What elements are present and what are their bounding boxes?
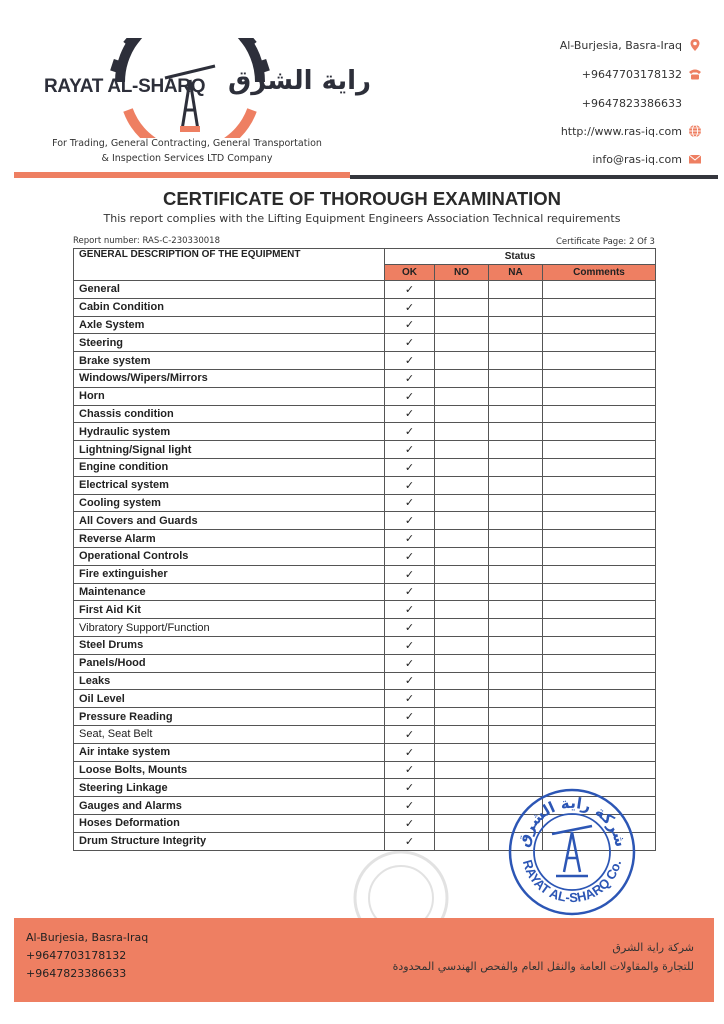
table-row	[74, 547, 656, 565]
ok-check-cell: ✓	[385, 636, 435, 654]
no-cell	[435, 690, 489, 708]
svg-text:شركة راية الشرق	[514, 794, 630, 849]
no-cell	[435, 761, 489, 779]
no-cell	[435, 405, 489, 423]
column-no-header: NO	[435, 265, 489, 281]
equipment-item: General	[74, 281, 385, 299]
table-row	[74, 405, 656, 423]
na-cell	[489, 476, 543, 494]
table-row	[74, 636, 656, 654]
no-cell	[435, 636, 489, 654]
equipment-item: Horn	[74, 387, 385, 405]
na-cell	[489, 387, 543, 405]
no-cell	[435, 369, 489, 387]
company-name-en: RAYAT AL-SHARQ	[44, 76, 206, 97]
equipment-item: Operational Controls	[74, 547, 385, 565]
no-cell	[435, 530, 489, 548]
comments-cell	[543, 672, 656, 690]
comments-cell	[543, 458, 656, 476]
comments-cell	[543, 636, 656, 654]
table-row	[74, 512, 656, 530]
no-cell	[435, 779, 489, 797]
ok-check-cell: ✓	[385, 761, 435, 779]
table-row	[74, 690, 656, 708]
table-row	[74, 619, 656, 637]
table-row	[74, 441, 656, 459]
na-cell	[489, 654, 543, 672]
no-cell	[435, 316, 489, 334]
no-cell	[435, 423, 489, 441]
table-row	[74, 530, 656, 548]
tagline-line-1: For Trading, General Contracting, General Transportation	[52, 138, 322, 149]
table-row	[74, 352, 656, 370]
certificate-page: Certificate Page: 2 Of 3	[556, 237, 655, 247]
equipment-item: Engine condition	[74, 458, 385, 476]
comments-cell	[543, 352, 656, 370]
na-cell	[489, 494, 543, 512]
ok-check-cell: ✓	[385, 797, 435, 815]
footer-arabic-company: شركة راية الشرق	[612, 941, 694, 954]
table-row	[74, 743, 656, 761]
table-row	[74, 298, 656, 316]
ok-check-cell: ✓	[385, 619, 435, 637]
na-cell	[489, 352, 543, 370]
ok-check-cell: ✓	[385, 281, 435, 299]
table-row	[74, 334, 656, 352]
ok-check-cell: ✓	[385, 405, 435, 423]
na-cell	[489, 458, 543, 476]
comments-cell	[543, 601, 656, 619]
ok-check-cell: ✓	[385, 690, 435, 708]
equipment-item: Drum Structure Integrity	[74, 832, 385, 850]
na-cell	[489, 636, 543, 654]
table-row	[74, 494, 656, 512]
ok-check-cell: ✓	[385, 387, 435, 405]
ok-check-cell: ✓	[385, 601, 435, 619]
table-row	[74, 761, 656, 779]
ok-check-cell: ✓	[385, 725, 435, 743]
ok-check-cell: ✓	[385, 814, 435, 832]
na-cell	[489, 334, 543, 352]
phone-1-text: +9647703178132	[581, 67, 682, 81]
no-cell	[435, 512, 489, 530]
document-title: CERTIFICATE OF THOROUGH EXAMINATION	[162, 188, 562, 209]
address-text: Al-Burjesia, Basra-Iraq	[559, 38, 682, 52]
no-cell	[435, 281, 489, 299]
na-cell	[489, 708, 543, 726]
no-cell	[435, 672, 489, 690]
no-cell	[435, 441, 489, 459]
svg-text:RAYAT AL-SHARQ Co.	[520, 858, 624, 905]
na-cell	[489, 565, 543, 583]
table-row	[74, 601, 656, 619]
contact-website[interactable]	[561, 124, 702, 138]
equipment-item: Brake system	[74, 352, 385, 370]
ok-check-cell: ✓	[385, 583, 435, 601]
no-cell	[435, 725, 489, 743]
na-cell	[489, 423, 543, 441]
header-divider-dark	[350, 175, 718, 179]
equipment-item: Gauges and Alarms	[74, 797, 385, 815]
equipment-item: Loose Bolts, Mounts	[74, 761, 385, 779]
equipment-item: Axle System	[74, 316, 385, 334]
table-row	[74, 672, 656, 690]
spacer-icon	[688, 96, 702, 110]
equipment-item: Air intake system	[74, 743, 385, 761]
footer-phone-1: +9647703178132	[26, 949, 127, 962]
equipment-item: Seat, Seat Belt	[74, 725, 385, 743]
ok-check-cell: ✓	[385, 423, 435, 441]
equipment-item: Reverse Alarm	[74, 530, 385, 548]
no-cell	[435, 619, 489, 637]
ok-check-cell: ✓	[385, 832, 435, 850]
equipment-item: All Covers and Guards	[74, 512, 385, 530]
equipment-item: Chassis condition	[74, 405, 385, 423]
ok-check-cell: ✓	[385, 779, 435, 797]
na-cell	[489, 512, 543, 530]
comments-cell	[543, 708, 656, 726]
table-row	[74, 369, 656, 387]
contact-phone-2	[582, 96, 702, 110]
no-cell	[435, 743, 489, 761]
equipment-item: Pressure Reading	[74, 708, 385, 726]
na-cell	[489, 441, 543, 459]
na-cell	[489, 601, 543, 619]
na-cell	[489, 316, 543, 334]
table-row	[74, 458, 656, 476]
na-cell	[489, 583, 543, 601]
comments-cell	[543, 334, 656, 352]
no-cell	[435, 654, 489, 672]
company-tagline	[42, 136, 332, 166]
tagline-line-2: & Inspection Services LTD Company	[101, 153, 273, 164]
na-cell	[489, 547, 543, 565]
na-cell	[489, 298, 543, 316]
document-subtitle: This report complies with the Lifting Equipment Engineers Association Technical requirements	[103, 212, 621, 225]
status-header: Status	[385, 249, 656, 265]
contact-email[interactable]	[592, 152, 702, 166]
ok-check-cell: ✓	[385, 530, 435, 548]
equipment-item: Steering	[74, 334, 385, 352]
table-row	[74, 423, 656, 441]
comments-cell	[543, 530, 656, 548]
table-row	[74, 316, 656, 334]
equipment-item: Maintenance	[74, 583, 385, 601]
comments-cell	[543, 387, 656, 405]
comments-cell	[543, 725, 656, 743]
comments-cell	[543, 743, 656, 761]
ok-check-cell: ✓	[385, 334, 435, 352]
equipment-item: Cabin Condition	[74, 298, 385, 316]
globe-icon	[688, 124, 702, 138]
ok-check-cell: ✓	[385, 316, 435, 334]
comments-cell	[543, 619, 656, 637]
header-divider-orange	[14, 172, 350, 178]
equipment-item: Steel Drums	[74, 636, 385, 654]
stamp-seal-graphic	[506, 786, 638, 918]
equipment-item: Panels/Hood	[74, 654, 385, 672]
ok-check-cell: ✓	[385, 476, 435, 494]
report-number: Report number: RAS-C-230330018	[73, 236, 220, 246]
footer-address: Al-Burjesia, Basra-Iraq	[26, 931, 149, 944]
comments-cell	[543, 494, 656, 512]
no-cell	[435, 814, 489, 832]
equipment-item: Vibratory Support/Function	[74, 619, 385, 637]
equipment-item: Oil Level	[74, 690, 385, 708]
company-stamp	[506, 786, 638, 918]
no-cell	[435, 708, 489, 726]
table-row	[74, 708, 656, 726]
phone-2-text: +9647823386633	[581, 96, 682, 110]
contact-phone-1	[582, 67, 702, 81]
na-cell	[489, 743, 543, 761]
na-cell	[489, 530, 543, 548]
ok-check-cell: ✓	[385, 369, 435, 387]
equipment-item: Fire extinguisher	[74, 565, 385, 583]
examination-table	[73, 248, 656, 851]
comments-cell	[543, 690, 656, 708]
comments-cell	[543, 369, 656, 387]
company-name-ar: راية الشرق	[228, 66, 372, 96]
ok-check-cell: ✓	[385, 565, 435, 583]
ok-check-cell: ✓	[385, 494, 435, 512]
website-link[interactable]: http://www.ras-iq.com	[560, 124, 682, 138]
equipment-item: Hydraulic system	[74, 423, 385, 441]
comments-cell	[543, 565, 656, 583]
ok-check-cell: ✓	[385, 298, 435, 316]
comments-cell	[543, 583, 656, 601]
no-cell	[435, 334, 489, 352]
comments-cell	[543, 512, 656, 530]
table-row	[74, 387, 656, 405]
ok-check-cell: ✓	[385, 512, 435, 530]
stamp-arabic-text: شركة راية الشرق	[514, 793, 630, 849]
table-row	[74, 654, 656, 672]
comments-cell	[543, 281, 656, 299]
comments-cell	[543, 423, 656, 441]
contact-address	[560, 38, 702, 52]
ok-check-cell: ✓	[385, 547, 435, 565]
equipment-item: First Aid Kit	[74, 601, 385, 619]
ok-check-cell: ✓	[385, 672, 435, 690]
stamp-english-text: RAYAT AL-SHARQ Co.	[519, 858, 625, 906]
no-cell	[435, 583, 489, 601]
na-cell	[489, 761, 543, 779]
no-cell	[435, 298, 489, 316]
column-ok-header: OK	[385, 265, 435, 281]
column-comments-header: Comments	[543, 265, 656, 281]
comments-cell	[543, 316, 656, 334]
no-cell	[435, 797, 489, 815]
footer-phone-2: +9647823386633	[26, 967, 127, 980]
equipment-item: Windows/Wipers/Mirrors	[74, 369, 385, 387]
envelope-icon	[688, 152, 702, 166]
equipment-item: Steering Linkage	[74, 779, 385, 797]
table-row	[74, 583, 656, 601]
ok-check-cell: ✓	[385, 654, 435, 672]
na-cell	[489, 672, 543, 690]
comments-cell	[543, 761, 656, 779]
table-header-row-1	[74, 249, 656, 265]
table-row	[74, 476, 656, 494]
comments-cell	[543, 441, 656, 459]
footer-arabic-description: للتجارة والمقاولات العامة والنقل العام والفحص الهندسي المحدودة	[392, 960, 694, 973]
ok-check-cell: ✓	[385, 458, 435, 476]
equipment-item: Cooling system	[74, 494, 385, 512]
na-cell	[489, 369, 543, 387]
table-row	[74, 725, 656, 743]
comments-cell	[543, 405, 656, 423]
comments-cell	[543, 476, 656, 494]
description-header: GENERAL DESCRIPTION OF THE EQUIPMENT	[74, 249, 385, 281]
no-cell	[435, 601, 489, 619]
no-cell	[435, 387, 489, 405]
email-link[interactable]: info@ras-iq.com	[592, 152, 682, 166]
ok-check-cell: ✓	[385, 708, 435, 726]
column-na-header: NA	[489, 265, 543, 281]
equipment-item: Leaks	[74, 672, 385, 690]
no-cell	[435, 476, 489, 494]
no-cell	[435, 565, 489, 583]
na-cell	[489, 405, 543, 423]
equipment-item: Lightning/Signal light	[74, 441, 385, 459]
na-cell	[489, 690, 543, 708]
telephone-icon	[688, 67, 702, 81]
table-row	[74, 281, 656, 299]
location-pin-icon	[688, 38, 702, 52]
table-row	[74, 565, 656, 583]
equipment-item: Hoses Deformation	[74, 814, 385, 832]
ok-check-cell: ✓	[385, 743, 435, 761]
no-cell	[435, 494, 489, 512]
comments-cell	[543, 547, 656, 565]
equipment-item: Electrical system	[74, 476, 385, 494]
na-cell	[489, 281, 543, 299]
no-cell	[435, 547, 489, 565]
comments-cell	[543, 298, 656, 316]
ok-check-cell: ✓	[385, 352, 435, 370]
comments-cell	[543, 654, 656, 672]
na-cell	[489, 725, 543, 743]
no-cell	[435, 352, 489, 370]
no-cell	[435, 458, 489, 476]
na-cell	[489, 619, 543, 637]
ok-check-cell: ✓	[385, 441, 435, 459]
